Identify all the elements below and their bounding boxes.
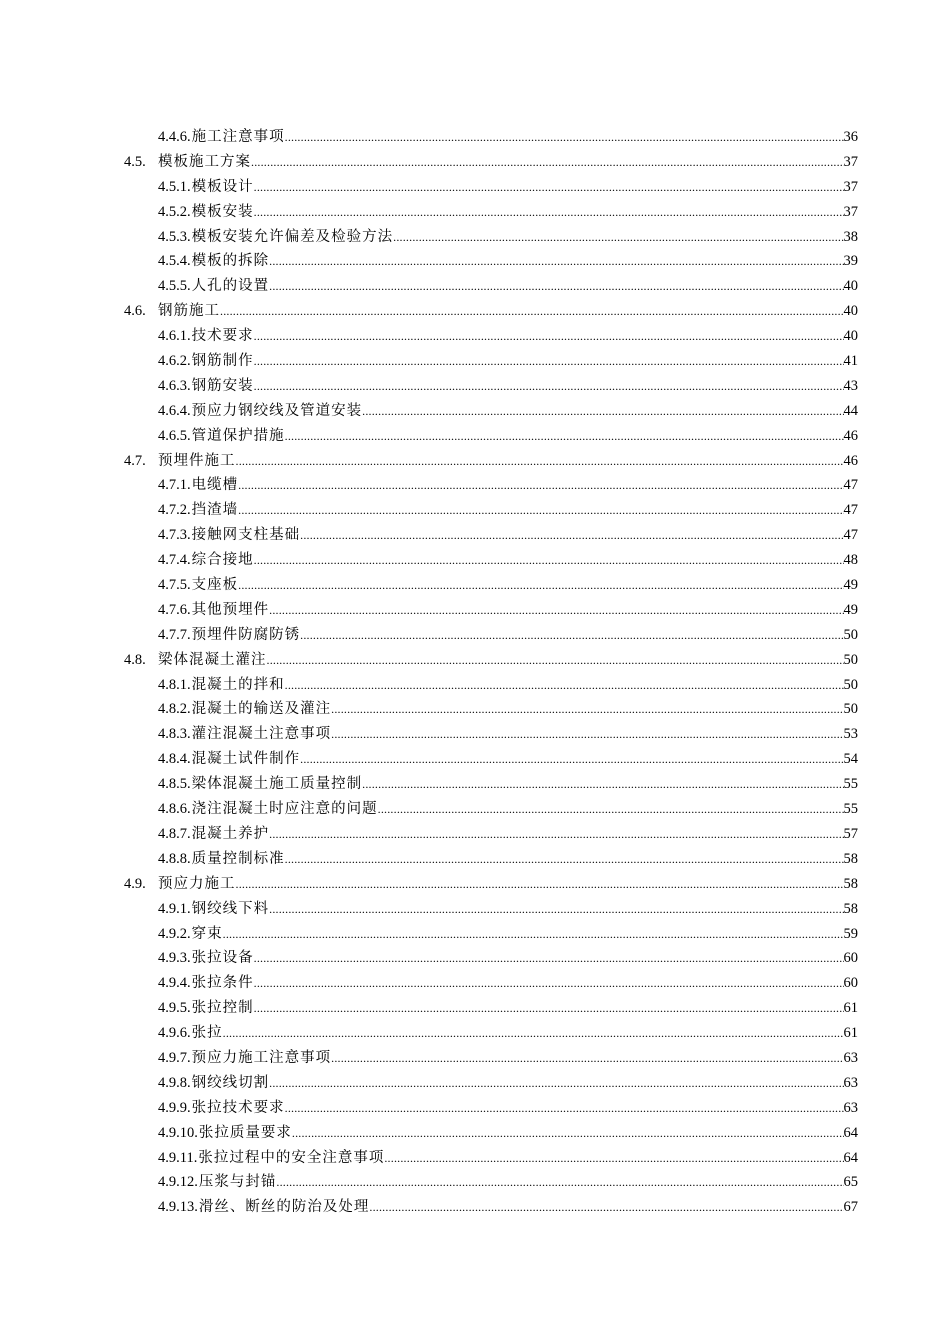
toc-entry-line — [158, 822, 858, 847]
toc-entry-title: 接触网支柱基础 — [191, 527, 301, 544]
toc-entry-title: 模板设计 — [191, 178, 254, 195]
toc-entry-number: 4.5. — [124, 153, 146, 170]
toc-entry-line — [158, 1121, 858, 1146]
toc-entry-number: 4.9. — [124, 875, 146, 892]
toc-entry-number: 4.9.5. — [158, 1000, 191, 1017]
dot-leader — [300, 747, 843, 772]
toc-entry-title: 混凝土试件制作 — [191, 751, 301, 768]
toc-entry-line — [158, 946, 858, 971]
dot-leader — [300, 523, 843, 548]
dot-leader — [251, 150, 844, 175]
toc-entry-page-number: 46 — [843, 452, 858, 469]
toc-entry[interactable] — [0, 573, 950, 598]
toc-entry-title: 模板安装允许偏差及检验方法 — [191, 228, 394, 245]
toc-entry-page-number: 38 — [843, 228, 858, 245]
toc-entry-title: 预应力钢绞线及管道安装 — [191, 402, 363, 419]
dot-leader — [254, 200, 844, 225]
toc-entry-line — [124, 648, 858, 673]
toc-entry[interactable] — [0, 449, 950, 474]
dot-leader — [236, 449, 844, 474]
toc-entry-number: 4.6.1. — [158, 328, 191, 345]
toc-entry-page-number: 54 — [843, 751, 858, 768]
toc-entry-number: 4.8.2. — [158, 701, 191, 718]
toc-entry-page-number: 63 — [843, 1099, 858, 1116]
dot-leader — [276, 1170, 843, 1195]
dot-leader — [369, 1195, 843, 1220]
toc-entry-title: 梁体混凝土施工质量控制 — [191, 776, 363, 793]
toc-entry-line — [158, 897, 858, 922]
toc-entry-title: 管道保护措施 — [191, 427, 285, 444]
toc-entry-title: 混凝土的拌和 — [191, 676, 285, 693]
toc-entry-line — [158, 523, 858, 548]
dot-leader — [254, 946, 844, 971]
toc-entry-number: 4.6.4. — [158, 402, 191, 419]
toc-entry-title: 预应力施工 — [158, 875, 236, 892]
toc-entry-page-number: 60 — [843, 975, 858, 992]
dot-leader — [254, 971, 844, 996]
toc-entry-page-number: 58 — [843, 850, 858, 867]
toc-entry[interactable] — [0, 922, 950, 947]
toc-entry[interactable] — [0, 399, 950, 424]
toc-entry-title: 预埋件防腐防锈 — [191, 626, 301, 643]
toc-entry-page-number: 37 — [843, 203, 858, 220]
toc-entry-page-number: 47 — [843, 502, 858, 519]
toc-entry-number: 4.8.4. — [158, 751, 191, 768]
toc-entry-number: 4.9.8. — [158, 1074, 191, 1091]
toc-entry-page-number: 50 — [843, 676, 858, 693]
toc-entry[interactable] — [0, 324, 950, 349]
toc-entry-title: 钢筋安装 — [191, 377, 254, 394]
dot-leader — [220, 299, 844, 324]
toc-entry-title: 质量控制标准 — [191, 850, 285, 867]
toc-entry-page-number: 37 — [843, 153, 858, 170]
toc-entry-page-number: 55 — [843, 801, 858, 818]
dot-leader — [254, 349, 844, 374]
toc-entry-page-number: 44 — [843, 402, 858, 419]
dot-leader — [378, 797, 844, 822]
toc-entry-page-number: 46 — [843, 427, 858, 444]
toc-entry[interactable] — [0, 1096, 950, 1121]
toc-entry-page-number: 49 — [843, 577, 858, 594]
toc-entry[interactable] — [0, 673, 950, 698]
toc-entry-title: 预埋件施工 — [158, 452, 236, 469]
toc-entry-line — [158, 1170, 858, 1195]
toc-entry[interactable] — [0, 1071, 950, 1096]
toc-entry-line — [124, 150, 858, 175]
toc-entry-title: 张拉控制 — [191, 1000, 254, 1017]
toc-entry-page-number: 59 — [843, 925, 858, 942]
toc-entry-number: 4.8.6. — [158, 801, 191, 818]
toc-entry-title: 人孔的设置 — [191, 278, 270, 295]
toc-entry-line — [158, 1071, 858, 1096]
toc-entry-title: 浇注混凝土时应注意的问题 — [191, 801, 378, 818]
toc-entry[interactable] — [0, 722, 950, 747]
dot-leader — [285, 847, 844, 872]
toc-entry-title: 钢筋制作 — [191, 353, 254, 370]
toc-entry-line — [158, 1021, 858, 1046]
toc-entry[interactable] — [0, 225, 950, 250]
toc-entry-page-number: 36 — [843, 129, 858, 145]
toc-entry-number: 4.8.5. — [158, 776, 191, 793]
dot-leader — [223, 1021, 844, 1046]
toc-entry-line — [158, 399, 858, 424]
dot-leader — [362, 772, 843, 797]
toc-entry-title: 张拉过程中的安全注意事项 — [198, 1149, 385, 1166]
toc-entry-number: 4.9.12. — [158, 1174, 198, 1191]
toc-entry-line — [158, 548, 858, 573]
toc-entry-page-number: 61 — [843, 1000, 858, 1017]
toc-entry-title: 穿束 — [191, 925, 223, 942]
toc-entry-number: 4.9.13. — [158, 1199, 198, 1216]
toc-entry[interactable] — [0, 523, 950, 548]
dot-leader — [285, 673, 844, 698]
toc-entry-title: 张拉条件 — [191, 975, 254, 992]
toc-entry[interactable] — [0, 1021, 950, 1046]
toc-entry-number: 4.5.1. — [158, 178, 191, 195]
toc-entry-number: 4.9.4. — [158, 975, 191, 992]
toc-entry-line — [158, 1046, 858, 1071]
toc-entry[interactable] — [0, 971, 950, 996]
toc-entry[interactable] — [0, 1146, 950, 1171]
toc-entry-title: 压浆与封锚 — [198, 1174, 277, 1191]
toc-entry-line — [158, 125, 858, 150]
toc-entry-number: 4.8.3. — [158, 726, 191, 743]
toc-entry-title: 技术要求 — [191, 328, 254, 345]
toc-entry-line — [124, 872, 858, 897]
toc-entry[interactable] — [0, 374, 950, 399]
dot-leader — [331, 697, 843, 722]
dot-leader — [238, 573, 843, 598]
toc-entry-page-number: 58 — [843, 875, 858, 892]
toc-entry-line — [158, 473, 858, 498]
toc-entry-page-number: 60 — [843, 950, 858, 967]
toc-entry-line — [158, 598, 858, 623]
toc-entry-page-number: 53 — [843, 726, 858, 743]
dot-leader — [331, 722, 843, 747]
toc-entry-title: 张拉技术要求 — [191, 1099, 285, 1116]
toc-entry-page-number: 40 — [843, 303, 858, 320]
toc-entry[interactable] — [0, 1046, 950, 1071]
toc-entry-line — [158, 847, 858, 872]
toc-entry-line — [158, 274, 858, 299]
toc-entry-line — [158, 1096, 858, 1121]
toc-entry-page-number: 40 — [843, 328, 858, 345]
dot-leader — [269, 822, 843, 847]
toc-entry[interactable] — [0, 125, 950, 150]
toc-entry-title: 挡渣墙 — [191, 502, 239, 519]
toc-entry-line — [158, 175, 858, 200]
toc-entry-line — [158, 772, 858, 797]
toc-entry[interactable] — [0, 822, 950, 847]
toc-entry-number: 4.8. — [124, 651, 146, 668]
toc-entry-title: 张拉设备 — [191, 950, 254, 967]
dot-leader — [254, 175, 844, 200]
toc-entry-line — [158, 374, 858, 399]
toc-entry-page-number: 49 — [843, 601, 858, 618]
dot-leader — [238, 473, 843, 498]
toc-entry-number: 4.7.7. — [158, 626, 191, 643]
toc-entry-title: 张拉 — [191, 1025, 223, 1042]
dot-leader — [238, 498, 843, 523]
toc-entry[interactable] — [0, 598, 950, 623]
dot-leader — [254, 374, 844, 399]
toc-entry-title: 滑丝、断丝的防治及处理 — [198, 1199, 370, 1216]
dot-leader — [236, 872, 844, 897]
toc-entry[interactable] — [0, 175, 950, 200]
toc-entry[interactable] — [0, 249, 950, 274]
toc-entry[interactable] — [0, 548, 950, 573]
toc-entry-line — [158, 673, 858, 698]
toc-entry-number: 4.5.3. — [158, 228, 191, 245]
toc-entry-page-number: 65 — [843, 1174, 858, 1191]
dot-leader — [267, 648, 844, 673]
toc-entry[interactable] — [0, 747, 950, 772]
toc-entry[interactable] — [0, 1121, 950, 1146]
toc-entry-number: 4.4.6. — [158, 129, 191, 145]
dot-leader — [254, 996, 844, 1021]
toc-entry[interactable] — [0, 274, 950, 299]
toc-entry-number: 4.9.10. — [158, 1124, 198, 1141]
toc-entry-line — [158, 747, 858, 772]
toc-entry[interactable] — [0, 498, 950, 523]
toc-entry-number: 4.7.5. — [158, 577, 191, 594]
toc-entry-title: 钢绞线切割 — [191, 1074, 270, 1091]
toc-entry-line — [158, 249, 858, 274]
toc-entry-page-number: 47 — [843, 477, 858, 494]
toc-entry-title: 灌注混凝土注意事项 — [191, 726, 332, 743]
toc-entry-number: 4.6.2. — [158, 353, 191, 370]
toc-entry-page-number: 50 — [843, 626, 858, 643]
toc-entry[interactable] — [0, 424, 950, 449]
toc-entry-page-number: 39 — [843, 253, 858, 270]
toc-entry[interactable] — [0, 150, 950, 175]
toc-entry-number: 4.9.7. — [158, 1049, 191, 1066]
toc-entry-number: 4.7.1. — [158, 477, 191, 494]
toc-entry-line — [158, 1146, 858, 1171]
dot-leader — [254, 324, 844, 349]
toc-entry-page-number: 55 — [843, 776, 858, 793]
toc-entry[interactable] — [0, 648, 950, 673]
toc-entry-line — [124, 449, 858, 474]
dot-leader — [285, 125, 844, 150]
dot-leader — [362, 399, 843, 424]
dot-leader — [285, 1096, 844, 1121]
toc-entry-title: 钢绞线下料 — [191, 900, 270, 917]
toc-entry-title: 张拉质量要求 — [198, 1124, 292, 1141]
toc-entry-number: 4.7.3. — [158, 527, 191, 544]
toc-entry[interactable] — [0, 772, 950, 797]
toc-entry[interactable] — [0, 623, 950, 648]
dot-leader — [269, 274, 843, 299]
toc-entry-title: 模板施工方案 — [158, 153, 251, 170]
toc-entry-line — [158, 324, 858, 349]
toc-entry-number: 4.7.4. — [158, 552, 191, 569]
toc-entry-title: 支座板 — [191, 577, 239, 594]
toc-entry-line — [158, 225, 858, 250]
toc-entry-line — [158, 697, 858, 722]
toc-entry-line — [158, 996, 858, 1021]
dot-leader — [269, 1071, 843, 1096]
toc-entry-page-number: 57 — [843, 825, 858, 842]
dot-leader — [269, 598, 843, 623]
dot-leader — [269, 897, 843, 922]
toc-entry-page-number: 37 — [843, 178, 858, 195]
toc-entry-number: 4.6.3. — [158, 377, 191, 394]
toc-entry[interactable] — [0, 897, 950, 922]
toc-entry-title: 模板的拆除 — [191, 253, 270, 270]
toc-entry-title: 施工注意事项 — [191, 129, 285, 145]
toc-entry-page-number: 48 — [843, 552, 858, 569]
toc-entry-page-number: 47 — [843, 527, 858, 544]
toc-entry[interactable] — [0, 872, 950, 897]
toc-entry-number: 4.5.4. — [158, 253, 191, 270]
toc-entry-page-number: 63 — [843, 1074, 858, 1091]
toc-entry-line — [158, 424, 858, 449]
toc-entry-number: 4.5.2. — [158, 203, 191, 220]
toc-entry-page-number: 63 — [843, 1049, 858, 1066]
toc-entry[interactable] — [0, 200, 950, 225]
toc-entry-title: 综合接地 — [191, 552, 254, 569]
toc-entry-number: 4.6.5. — [158, 427, 191, 444]
dot-leader — [331, 1046, 843, 1071]
dot-leader — [223, 922, 844, 947]
toc-entry-line — [158, 797, 858, 822]
toc-entry-number: 4.7. — [124, 452, 146, 469]
toc-entry-number: 4.9.3. — [158, 950, 191, 967]
toc-entry-line — [124, 299, 858, 324]
toc-entry-number: 4.5.5. — [158, 278, 191, 295]
toc-entry-page-number: 50 — [843, 651, 858, 668]
dot-leader — [285, 424, 844, 449]
toc-entry-page-number: 40 — [843, 278, 858, 295]
toc-entry-number: 4.9.1. — [158, 900, 191, 917]
toc-entry-line — [158, 623, 858, 648]
toc-entry-line — [158, 1195, 858, 1220]
toc-entry-title: 模板安装 — [191, 203, 254, 220]
toc-entry-page-number: 61 — [843, 1025, 858, 1042]
toc-entry-title: 预应力施工注意事项 — [191, 1049, 332, 1066]
toc-entry[interactable] — [0, 996, 950, 1021]
toc-entry-page-number: 50 — [843, 701, 858, 718]
toc-entry-title: 混凝土养护 — [191, 825, 270, 842]
toc-entry-page-number: 67 — [843, 1199, 858, 1216]
toc-entry[interactable] — [0, 797, 950, 822]
toc-entry-number: 4.8.1. — [158, 676, 191, 693]
toc-entry[interactable] — [0, 697, 950, 722]
toc-entry-line — [158, 722, 858, 747]
toc-entry[interactable] — [0, 473, 950, 498]
toc-entry[interactable] — [0, 349, 950, 374]
toc-entry-number: 4.9.9. — [158, 1099, 191, 1116]
dot-leader — [300, 623, 843, 648]
dot-leader — [292, 1121, 844, 1146]
toc-entry-title: 梁体混凝土灌注 — [158, 651, 267, 668]
dot-leader — [384, 1146, 843, 1171]
toc-entry-number: 4.9.6. — [158, 1025, 191, 1042]
toc-entry-page-number: 58 — [843, 900, 858, 917]
toc-entry-line — [158, 349, 858, 374]
toc-entry-number: 4.7.2. — [158, 502, 191, 519]
toc-entry-line — [158, 573, 858, 598]
table-of-contents — [0, 125, 950, 1220]
toc-entry-page-number: 64 — [843, 1124, 858, 1141]
toc-entry-line — [158, 922, 858, 947]
toc-entry-number: 4.6. — [124, 303, 146, 320]
toc-entry-page-number: 43 — [843, 377, 858, 394]
toc-entry[interactable] — [0, 1195, 950, 1220]
toc-entry-line — [158, 971, 858, 996]
toc-entry-title: 其他预埋件 — [191, 601, 270, 618]
toc-entry-title: 钢筋施工 — [158, 303, 220, 320]
toc-entry-number: 4.9.11. — [158, 1149, 198, 1166]
toc-entry-number: 4.9.2. — [158, 925, 191, 942]
toc-entry-line — [158, 498, 858, 523]
toc-entry-title: 电缆槽 — [191, 477, 239, 494]
toc-entry-number: 4.8.8. — [158, 850, 191, 867]
toc-entry-line — [158, 200, 858, 225]
toc-entry[interactable] — [0, 847, 950, 872]
toc-entry-page-number: 41 — [843, 353, 858, 370]
dot-leader — [254, 548, 844, 573]
toc-entry-number: 4.7.6. — [158, 601, 191, 618]
toc-entry[interactable] — [0, 299, 950, 324]
toc-entry[interactable] — [0, 1170, 950, 1195]
toc-entry-number: 4.8.7. — [158, 825, 191, 842]
dot-leader — [269, 249, 843, 274]
toc-entry-page-number: 64 — [843, 1149, 858, 1166]
dot-leader — [393, 225, 843, 250]
toc-entry[interactable] — [0, 946, 950, 971]
toc-entry-title: 混凝土的输送及灌注 — [191, 701, 332, 718]
